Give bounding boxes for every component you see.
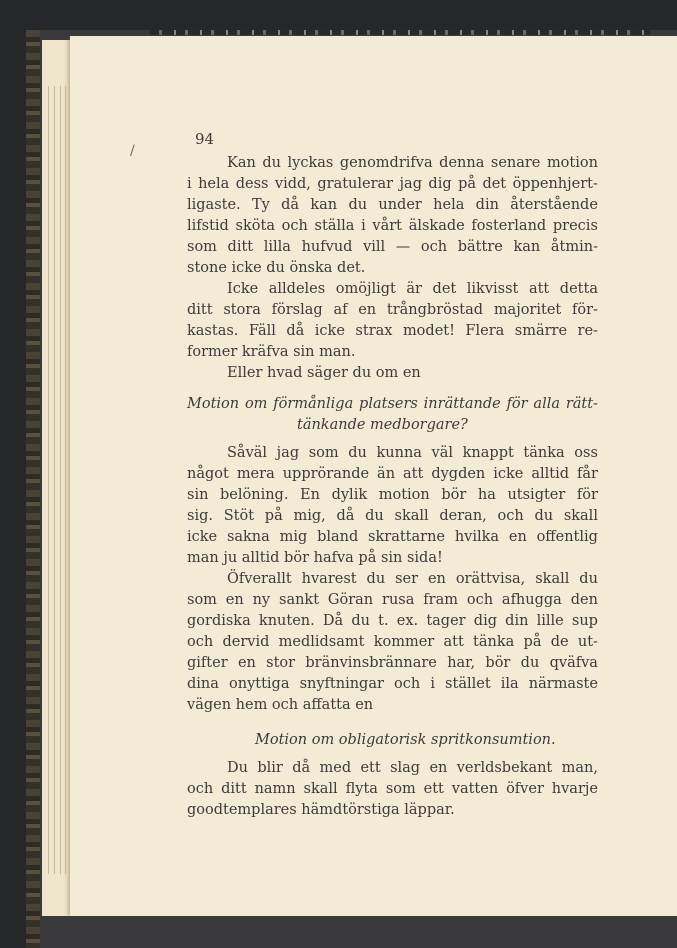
text-line: Du blir då med ett slag en verldsbekant man, (227, 760, 598, 776)
text-line: goodtemplares hämdtörstiga läppar. (187, 802, 455, 818)
text-line: och ditt namn skall flyta som ett vatten öfver hvarje (187, 781, 598, 797)
text-line: ditt stora förslag af en trångbröstad majoritet för- (187, 302, 598, 318)
text-line: och dervid medlidsamt kommer att tänka på de ut- (187, 634, 598, 650)
text-line: man ju alltid bör hafva på sin sida! (187, 550, 443, 566)
text-line: Icke alldeles omöjligt är det likvisst att detta (227, 281, 598, 297)
text-line: kastas. Fäll då icke strax modet! Flera smärre re- (187, 323, 598, 339)
text-line: som ditt lilla hufvud vill — och bättre kan åtmin- (187, 239, 598, 255)
heading-line: tänkande medborgare? (297, 417, 468, 433)
text-line: gordiska knuten. Då du t. ex. tager dig din lille sup (187, 613, 598, 629)
text-line: Eller hvad säger du om en (227, 365, 421, 381)
margin-pencil-mark: / (130, 143, 135, 159)
text-line: sin belöning. En dylik motion bör ha utsigter för (187, 487, 598, 503)
text-line: något mera upprörande än att dygden icke alltid får (187, 466, 598, 482)
heading-line: Motion om obligatorisk spritkonsumtion. (255, 732, 556, 748)
text-line: vägen hem och affatta en (187, 697, 374, 713)
text-line: sig. Stöt på mig, då du skall deran, och du skall (187, 508, 598, 524)
text-line: Öfverallt hvarest du ser en orättvisa, skall du (227, 571, 598, 587)
page-edge-line (65, 86, 66, 874)
text-line: dina onyttiga snyftningar och i stället ila närmaste (187, 676, 598, 692)
cover-spine-edge (26, 30, 40, 948)
cover-top-edge (150, 30, 650, 35)
text-line: Kan du lyckas genomdrifva denna senare motion (227, 155, 598, 171)
text-line: i hela dess vidd, gratulerar jag dig på det öppenhjert- (187, 176, 598, 192)
text-line: som en ny sankt Göran rusa fram och afhugga den (187, 592, 598, 608)
text-line: Såväl jag som du kunna väl knappt tänka oss (227, 445, 598, 461)
heading-line: Motion om förmånliga platsers inrättande för alla rätt- (187, 396, 598, 412)
text-line: stone icke du önska det. (187, 260, 366, 276)
text-line: lifstid sköta och ställa i vårt älskade fosterland precis (187, 218, 598, 234)
page-edge-line (54, 86, 55, 874)
text-line: gifter en stor bränvinsbrännare har, bör du qväfva (187, 655, 598, 671)
text-line: former kräfva sin man. (187, 344, 356, 360)
page-edge-line (60, 86, 61, 874)
page-number: 94 (195, 130, 215, 148)
page-edge-line (48, 86, 49, 874)
text-line: ligaste. Ty då kan du under hela din återstående (187, 197, 598, 213)
text-line: icke sakna mig bland skrattarne hvilka en offentlig (187, 529, 598, 545)
